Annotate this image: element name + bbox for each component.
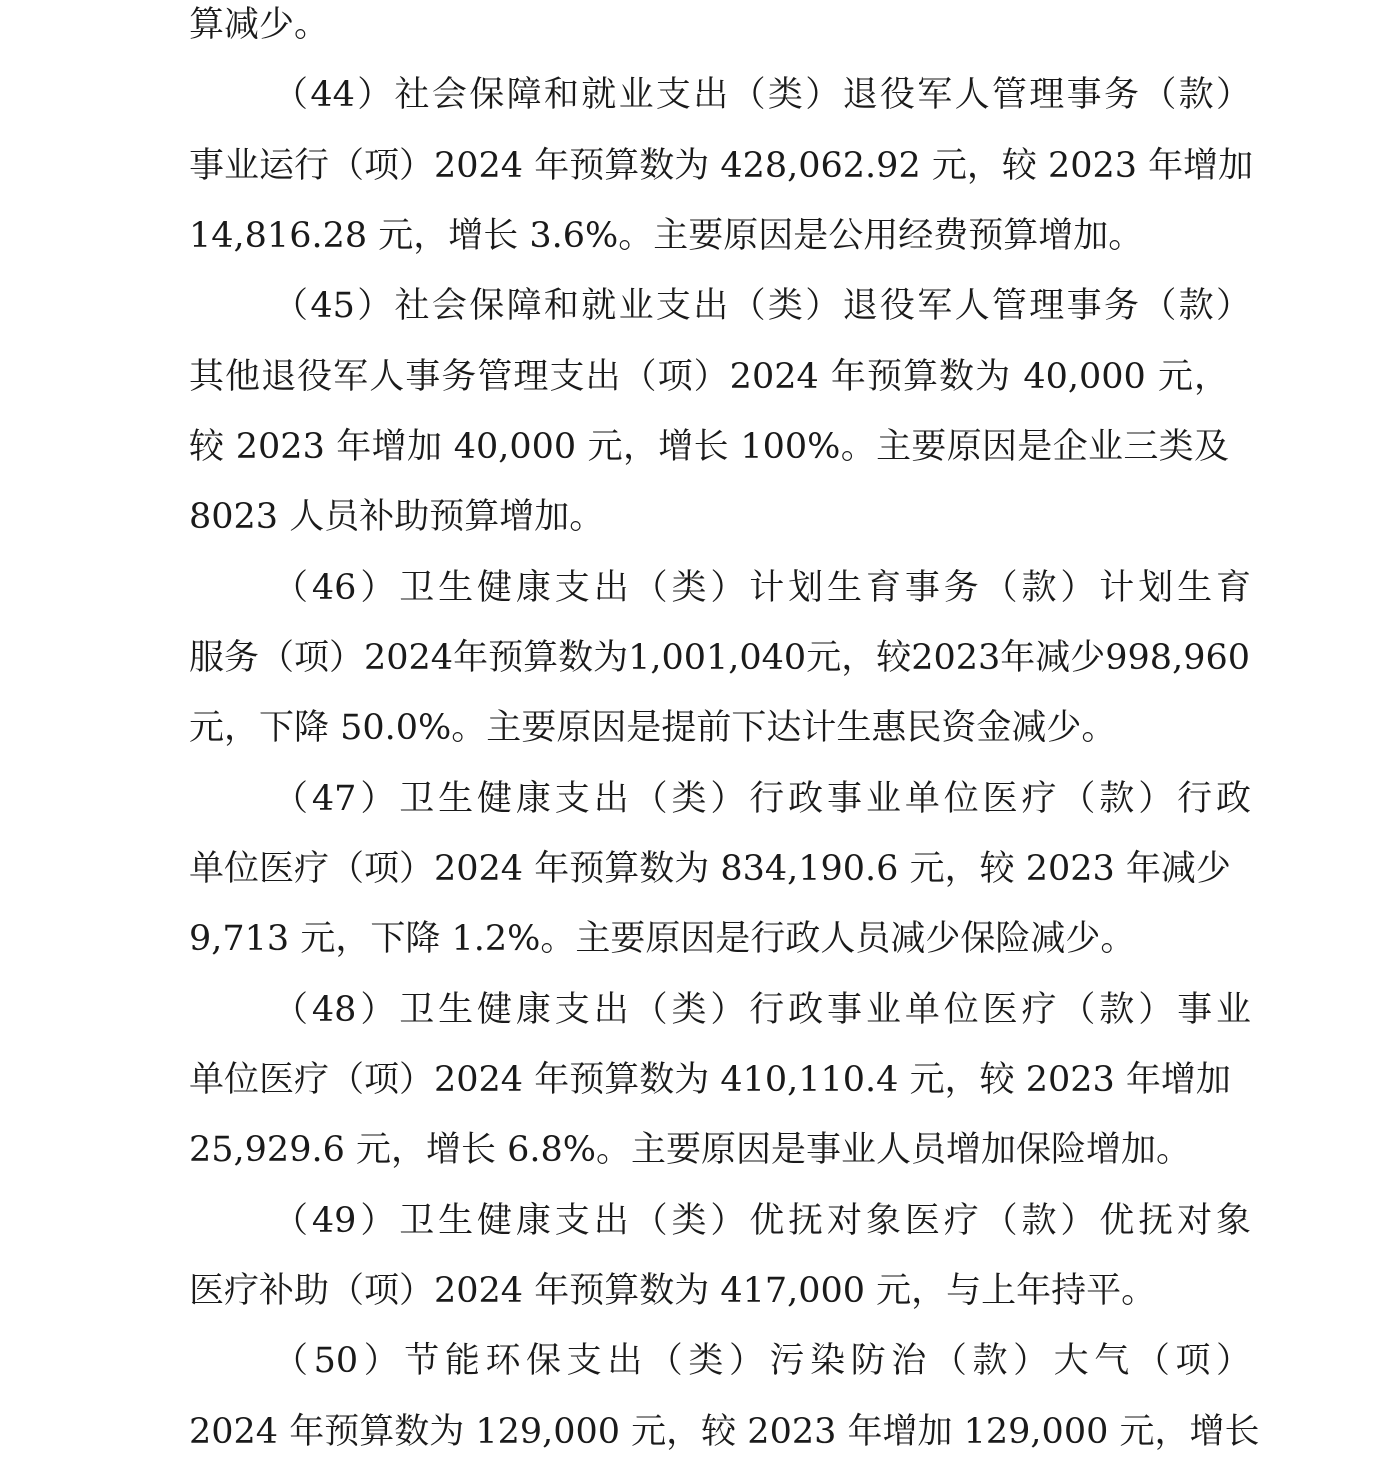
text-line: 8023 人员补助预算增加。 (189, 497, 605, 537)
text-line: 医疗补助（项）2024 年预算数为 417,000 元，与上年持平。 (189, 1271, 1157, 1311)
text-line: 14,816.28 元，增长 3.6%。主要原因是公用经费预算增加。 (189, 216, 1144, 256)
paragraph-48-line-1: （48）卫生健康支出（类）行政事业单位医疗（款）事业 (273, 990, 1251, 1030)
paragraph-50-line-1: （50）节能环保支出（类）污染防治（款）大气（项） (273, 1341, 1251, 1381)
text-line: 单位医疗（项）2024 年预算数为 410,110.4 元，较 2023 年增加 (189, 1060, 1231, 1100)
text-line: 较 2023 年增加 40,000 元，增长 100%。主要原因是企业三类及 (189, 427, 1229, 467)
text-line: 服务（项）2024年预算数为1,001,040元，较2023年减少998,960 (189, 638, 1251, 678)
text-line: 其他退役军人事务管理支出（项）2024 年预算数为 40,000 元， (189, 357, 1229, 397)
text-line: 事业运行（项）2024 年预算数为 428,062.92 元，较 2023 年增加 (189, 146, 1254, 186)
paragraph-45-line-1: （45）社会保障和就业支出（类）退役军人管理事务（款） (273, 286, 1251, 326)
text-line: 元，下降 50.0%。主要原因是提前下达计生惠民资金减少。 (189, 708, 1117, 748)
paragraph-47-line-1: （47）卫生健康支出（类）行政事业单位医疗（款）行政 (273, 779, 1251, 819)
paragraph-49-line-1: （49）卫生健康支出（类）优抚对象医疗（款）优抚对象 (273, 1201, 1251, 1241)
paragraph-44-line-1: （44）社会保障和就业支出（类）退役军人管理事务（款） (273, 75, 1251, 115)
text-line: 25,929.6 元，增长 6.8%。主要原因是事业人员增加保险增加。 (189, 1130, 1192, 1170)
paragraph-46-line-1: （46）卫生健康支出（类）计划生育事务（款）计划生育 (273, 568, 1251, 608)
text-line: 单位医疗（项）2024 年预算数为 834,190.6 元，较 2023 年减少 (189, 849, 1231, 889)
text-line: 2024 年预算数为 129,000 元，较 2023 年增加 129,000 元，增长 (189, 1412, 1260, 1452)
text-line: 9,713 元，下降 1.2%。主要原因是行政人员减少保险减少。 (189, 919, 1136, 959)
text-line: 算减少。 (189, 5, 330, 45)
